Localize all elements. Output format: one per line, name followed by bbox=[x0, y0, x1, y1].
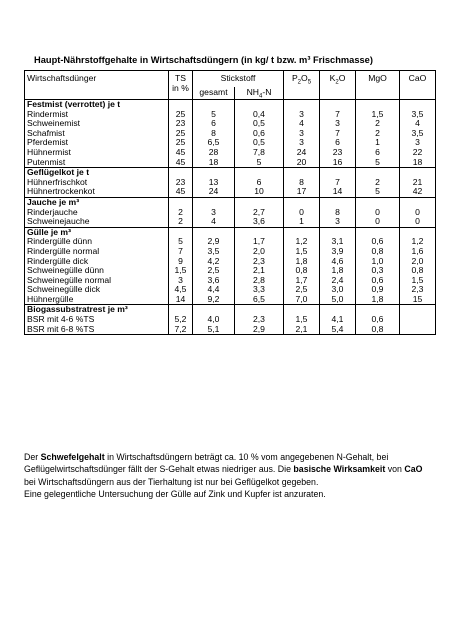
note-bold-basische-wirksamkeit: basische Wirksamkeit bbox=[293, 464, 386, 475]
table-row bbox=[25, 178, 436, 188]
cell-ts: 45 bbox=[169, 158, 193, 168]
cell-p2o5: 7,0 bbox=[284, 295, 320, 305]
cell-nh4: 0,6 bbox=[235, 129, 284, 139]
cell-k2o: 3,9 bbox=[320, 247, 356, 257]
section-heading-row bbox=[25, 197, 436, 207]
cell-ts: 23 bbox=[169, 178, 193, 188]
cell-p2o5: 2,1 bbox=[284, 325, 320, 335]
section-heading-empty-cell bbox=[193, 168, 235, 178]
table-row bbox=[25, 295, 436, 305]
section-heading-empty-cell bbox=[400, 197, 436, 207]
section-heading-empty-cell bbox=[400, 100, 436, 110]
cell-nh4: 2,7 bbox=[235, 208, 284, 218]
cell-p2o5: 1,8 bbox=[284, 257, 320, 267]
cell-ts: 45 bbox=[169, 187, 193, 197]
cell-k2o: 23 bbox=[320, 148, 356, 158]
header-stickstoff: Stickstoff bbox=[193, 71, 284, 88]
section-heading-empty-cell bbox=[235, 197, 284, 207]
cell-nh4: 0,5 bbox=[235, 119, 284, 129]
row-label: Hühnermist bbox=[25, 148, 169, 158]
cell-cao: 2,3 bbox=[400, 285, 436, 295]
cell-nh4: 10 bbox=[235, 187, 284, 197]
cell-mgo: 0,6 bbox=[356, 315, 400, 325]
row-label: Rindermist bbox=[25, 110, 169, 120]
table-row bbox=[25, 266, 436, 276]
cell-cao: 0 bbox=[400, 208, 436, 218]
section-heading-empty-cell bbox=[320, 100, 356, 110]
footnote bbox=[24, 451, 436, 500]
note-bold-cao: CaO bbox=[404, 464, 423, 475]
section-heading-empty-cell bbox=[235, 100, 284, 110]
cell-nh4: 2,3 bbox=[235, 257, 284, 267]
section-heading-empty-cell bbox=[320, 168, 356, 178]
cell-mgo: 0 bbox=[356, 208, 400, 218]
cell-nh4: 3,3 bbox=[235, 285, 284, 295]
cell-nh4: 2,8 bbox=[235, 276, 284, 286]
cell-k2o: 3,1 bbox=[320, 237, 356, 247]
section-heading-empty-cell bbox=[400, 227, 436, 237]
section-heading: Festmist (verrottet) je t bbox=[25, 100, 169, 110]
row-label: Putenmist bbox=[25, 158, 169, 168]
cell-p2o5: 1,5 bbox=[284, 247, 320, 257]
cell-nh4: 7,8 bbox=[235, 148, 284, 158]
section-heading: Gülle je m³ bbox=[25, 227, 169, 237]
header-cao: CaO bbox=[400, 71, 436, 100]
cell-cao: 1,6 bbox=[400, 247, 436, 257]
section-heading-empty-cell bbox=[169, 197, 193, 207]
section-heading-empty-cell bbox=[284, 305, 320, 315]
cell-gesamt: 4,2 bbox=[193, 257, 235, 267]
cell-cao: 42 bbox=[400, 187, 436, 197]
cell-p2o5: 4 bbox=[284, 119, 320, 129]
section-heading-empty-cell bbox=[169, 168, 193, 178]
cell-ts: 25 bbox=[169, 138, 193, 148]
cell-k2o: 4,1 bbox=[320, 315, 356, 325]
table-row bbox=[25, 119, 436, 129]
cell-nh4: 0,4 bbox=[235, 110, 284, 120]
section-heading-empty-cell bbox=[193, 227, 235, 237]
cell-gesamt: 3,5 bbox=[193, 247, 235, 257]
cell-mgo: 1,0 bbox=[356, 257, 400, 267]
cell-k2o: 3,0 bbox=[320, 285, 356, 295]
cell-ts: 23 bbox=[169, 119, 193, 129]
cell-k2o: 14 bbox=[320, 187, 356, 197]
section-heading-empty-cell bbox=[193, 305, 235, 315]
table-row bbox=[25, 110, 436, 120]
row-label: Schweinejauche bbox=[25, 217, 169, 227]
header-gesamt: gesamt bbox=[193, 87, 235, 100]
cell-gesamt: 13 bbox=[193, 178, 235, 188]
section-heading-empty-cell bbox=[356, 227, 400, 237]
cell-gesamt: 6,5 bbox=[193, 138, 235, 148]
section-heading-empty-cell bbox=[400, 168, 436, 178]
cell-ts: 45 bbox=[169, 148, 193, 158]
cell-mgo: 6 bbox=[356, 148, 400, 158]
header-mgo: MgO bbox=[356, 71, 400, 100]
cell-cao: 22 bbox=[400, 148, 436, 158]
cell-gesamt: 4,4 bbox=[193, 285, 235, 295]
cell-mgo: 2 bbox=[356, 178, 400, 188]
cell-ts: 7 bbox=[169, 247, 193, 257]
row-label: Hühnertrockenkot bbox=[25, 187, 169, 197]
section-heading-empty-cell bbox=[235, 168, 284, 178]
section-heading-empty-cell bbox=[284, 100, 320, 110]
nutrient-table bbox=[24, 70, 436, 335]
cell-p2o5: 0 bbox=[284, 208, 320, 218]
cell-cao: 4 bbox=[400, 119, 436, 129]
cell-nh4: 2,9 bbox=[235, 325, 284, 335]
cell-k2o: 3 bbox=[320, 217, 356, 227]
cell-ts: 25 bbox=[169, 129, 193, 139]
cell-p2o5: 1,5 bbox=[284, 315, 320, 325]
table-row bbox=[25, 276, 436, 286]
section-heading-empty-cell bbox=[356, 197, 400, 207]
table-row bbox=[25, 237, 436, 247]
note-paragraph-2: Eine gelegentliche Untersuchung der Gülle auf Zink und Kupfer ist anzuraten. bbox=[24, 488, 326, 499]
cell-cao: 3 bbox=[400, 138, 436, 148]
cell-p2o5: 24 bbox=[284, 148, 320, 158]
cell-gesamt: 24 bbox=[193, 187, 235, 197]
section-heading-row bbox=[25, 305, 436, 315]
cell-mgo: 0,9 bbox=[356, 285, 400, 295]
section-heading-empty-cell bbox=[400, 305, 436, 315]
cell-k2o: 5,0 bbox=[320, 295, 356, 305]
cell-gesamt: 2,5 bbox=[193, 266, 235, 276]
cell-nh4: 6 bbox=[235, 178, 284, 188]
section-heading-empty-cell bbox=[235, 227, 284, 237]
cell-k2o: 3 bbox=[320, 119, 356, 129]
cell-mgo: 0 bbox=[356, 217, 400, 227]
header-k2o: $K_2O$ bbox=[320, 71, 356, 100]
header-nh4: $NH_4-N$ bbox=[235, 87, 284, 100]
cell-gesamt: 5 bbox=[193, 110, 235, 120]
cell-ts: 1,5 bbox=[169, 266, 193, 276]
row-label: Pferdemist bbox=[25, 138, 169, 148]
row-label: Hühnergülle bbox=[25, 295, 169, 305]
cell-ts: 14 bbox=[169, 295, 193, 305]
table-row bbox=[25, 208, 436, 218]
row-label: BSR mit 4-6 %TS bbox=[25, 315, 169, 325]
cell-cao: 3,5 bbox=[400, 129, 436, 139]
table-row bbox=[25, 148, 436, 158]
cell-ts: 5,2 bbox=[169, 315, 193, 325]
table-row bbox=[25, 129, 436, 139]
cell-nh4: 0,5 bbox=[235, 138, 284, 148]
section-heading-empty-cell bbox=[284, 227, 320, 237]
cell-nh4: 2,3 bbox=[235, 315, 284, 325]
cell-k2o: 8 bbox=[320, 208, 356, 218]
cell-ts: 3 bbox=[169, 276, 193, 286]
cell-nh4: 2,0 bbox=[235, 247, 284, 257]
cell-cao: 15 bbox=[400, 295, 436, 305]
cell-ts: 5 bbox=[169, 237, 193, 247]
section-heading-row bbox=[25, 100, 436, 110]
table-row bbox=[25, 138, 436, 148]
row-label: Rindergülle dünn bbox=[25, 237, 169, 247]
section-heading-empty-cell bbox=[320, 305, 356, 315]
cell-gesamt: 5,1 bbox=[193, 325, 235, 335]
section-heading: Biogassubstratrest je m³ bbox=[25, 305, 169, 315]
cell-k2o: 4,6 bbox=[320, 257, 356, 267]
table-row bbox=[25, 158, 436, 168]
cell-p2o5: 0,8 bbox=[284, 266, 320, 276]
cell-cao bbox=[400, 325, 436, 335]
cell-gesamt: 28 bbox=[193, 148, 235, 158]
cell-p2o5: 20 bbox=[284, 158, 320, 168]
cell-k2o: 7 bbox=[320, 129, 356, 139]
cell-k2o: 1,8 bbox=[320, 266, 356, 276]
cell-k2o: 6 bbox=[320, 138, 356, 148]
cell-k2o: 5,4 bbox=[320, 325, 356, 335]
cell-k2o: 7 bbox=[320, 110, 356, 120]
cell-mgo: 1 bbox=[356, 138, 400, 148]
cell-p2o5: 8 bbox=[284, 178, 320, 188]
cell-cao: 3,5 bbox=[400, 110, 436, 120]
section-heading-row bbox=[25, 168, 436, 178]
section-heading: Geflügelkot je t bbox=[25, 168, 169, 178]
header-row-1 bbox=[25, 71, 436, 88]
cell-cao: 0,8 bbox=[400, 266, 436, 276]
cell-ts: 2 bbox=[169, 208, 193, 218]
cell-ts: 9 bbox=[169, 257, 193, 267]
cell-mgo: 5 bbox=[356, 187, 400, 197]
row-label: Hühnerfrischkot bbox=[25, 178, 169, 188]
cell-p2o5: 1,7 bbox=[284, 276, 320, 286]
row-label: BSR mit 6-8 %TS bbox=[25, 325, 169, 335]
section-heading: Jauche je m³ bbox=[25, 197, 169, 207]
cell-ts: 2 bbox=[169, 217, 193, 227]
section-heading-empty-cell bbox=[235, 305, 284, 315]
row-label: Schweinemist bbox=[25, 119, 169, 129]
row-label: Rindergülle dick bbox=[25, 257, 169, 267]
table-row bbox=[25, 285, 436, 295]
cell-cao: 21 bbox=[400, 178, 436, 188]
row-label: Schweinegülle dünn bbox=[25, 266, 169, 276]
cell-gesamt: 4 bbox=[193, 217, 235, 227]
section-heading-empty-cell bbox=[284, 197, 320, 207]
cell-gesamt: 3 bbox=[193, 208, 235, 218]
section-heading-empty-cell bbox=[193, 197, 235, 207]
cell-k2o: 7 bbox=[320, 178, 356, 188]
cell-gesamt: 2,9 bbox=[193, 237, 235, 247]
cell-nh4: 1,7 bbox=[235, 237, 284, 247]
cell-p2o5: 3 bbox=[284, 138, 320, 148]
cell-p2o5: 1,2 bbox=[284, 237, 320, 247]
header-p2o5: $P_2O_5$ bbox=[284, 71, 320, 100]
cell-cao bbox=[400, 315, 436, 325]
table-row bbox=[25, 325, 436, 335]
cell-mgo: 5 bbox=[356, 158, 400, 168]
cell-nh4: 6,5 bbox=[235, 295, 284, 305]
cell-p2o5: 2,5 bbox=[284, 285, 320, 295]
row-label: Rindergülle normal bbox=[25, 247, 169, 257]
header-ts: TS in % bbox=[169, 71, 193, 100]
cell-mgo: 0,8 bbox=[356, 325, 400, 335]
cell-gesamt: 8 bbox=[193, 129, 235, 139]
table-row bbox=[25, 257, 436, 267]
table-row bbox=[25, 217, 436, 227]
cell-mgo: 1,5 bbox=[356, 110, 400, 120]
section-heading-empty-cell bbox=[169, 227, 193, 237]
cell-p2o5: 1 bbox=[284, 217, 320, 227]
note-bold-schwefelgehalt: Schwefelgehalt bbox=[40, 452, 105, 462]
cell-gesamt: 6 bbox=[193, 119, 235, 129]
table-row bbox=[25, 247, 436, 257]
section-heading-row bbox=[25, 227, 436, 237]
page-title: Haupt-Nährstoffgehalte in Wirtschaftsdüngern (in kg/ t bzw. m³ Frischmasse) bbox=[34, 55, 373, 65]
cell-ts: 7,2 bbox=[169, 325, 193, 335]
table-row bbox=[25, 187, 436, 197]
cell-cao: 1,5 bbox=[400, 276, 436, 286]
cell-mgo: 0,8 bbox=[356, 247, 400, 257]
cell-p2o5: 17 bbox=[284, 187, 320, 197]
section-heading-empty-cell bbox=[193, 100, 235, 110]
cell-gesamt: 4,0 bbox=[193, 315, 235, 325]
cell-mgo: 0,6 bbox=[356, 276, 400, 286]
cell-k2o: 2,4 bbox=[320, 276, 356, 286]
cell-cao: 1,2 bbox=[400, 237, 436, 247]
section-heading-empty-cell bbox=[169, 305, 193, 315]
row-label: Schafmist bbox=[25, 129, 169, 139]
cell-mgo: 1,8 bbox=[356, 295, 400, 305]
header-wirtschaftsduenger: Wirtschaftsdünger bbox=[25, 71, 169, 100]
cell-p2o5: 3 bbox=[284, 129, 320, 139]
section-heading-empty-cell bbox=[356, 168, 400, 178]
row-label: Schweinegülle dick bbox=[25, 285, 169, 295]
cell-nh4: 5 bbox=[235, 158, 284, 168]
cell-k2o: 16 bbox=[320, 158, 356, 168]
cell-gesamt: 3,6 bbox=[193, 276, 235, 286]
section-heading-empty-cell bbox=[320, 227, 356, 237]
section-heading-empty-cell bbox=[356, 100, 400, 110]
cell-gesamt: 18 bbox=[193, 158, 235, 168]
cell-cao: 2,0 bbox=[400, 257, 436, 267]
cell-cao: 18 bbox=[400, 158, 436, 168]
cell-ts: 4,5 bbox=[169, 285, 193, 295]
section-heading-empty-cell bbox=[169, 100, 193, 110]
cell-cao: 0 bbox=[400, 217, 436, 227]
cell-mgo: 2 bbox=[356, 119, 400, 129]
section-heading-empty-cell bbox=[320, 197, 356, 207]
row-label: Rinderjauche bbox=[25, 208, 169, 218]
row-label: Schweinegülle normal bbox=[25, 276, 169, 286]
cell-gesamt: 9,2 bbox=[193, 295, 235, 305]
cell-ts: 25 bbox=[169, 110, 193, 120]
table-row bbox=[25, 315, 436, 325]
section-heading-empty-cell bbox=[284, 168, 320, 178]
cell-mgo: 2 bbox=[356, 129, 400, 139]
cell-mgo: 0,3 bbox=[356, 266, 400, 276]
section-heading-empty-cell bbox=[356, 305, 400, 315]
cell-mgo: 0,6 bbox=[356, 237, 400, 247]
cell-nh4: 2,1 bbox=[235, 266, 284, 276]
note-paragraph-1: Der Schwefelgehalt in Wirtschaftsdüngern beträgt ca. 10 % vom angegebenen N-Gehalt, bei Geflügelwirtschaftsdünger fällt der S-Gehalt etwas niedriger aus. Die basische Wirksamkeit von CaO bei Wirtschaftsdüngern aus der Tierhaltung ist nur bei Geflügelkot gegeben. bbox=[24, 452, 423, 487]
cell-nh4: 3,6 bbox=[235, 217, 284, 227]
cell-p2o5: 3 bbox=[284, 110, 320, 120]
